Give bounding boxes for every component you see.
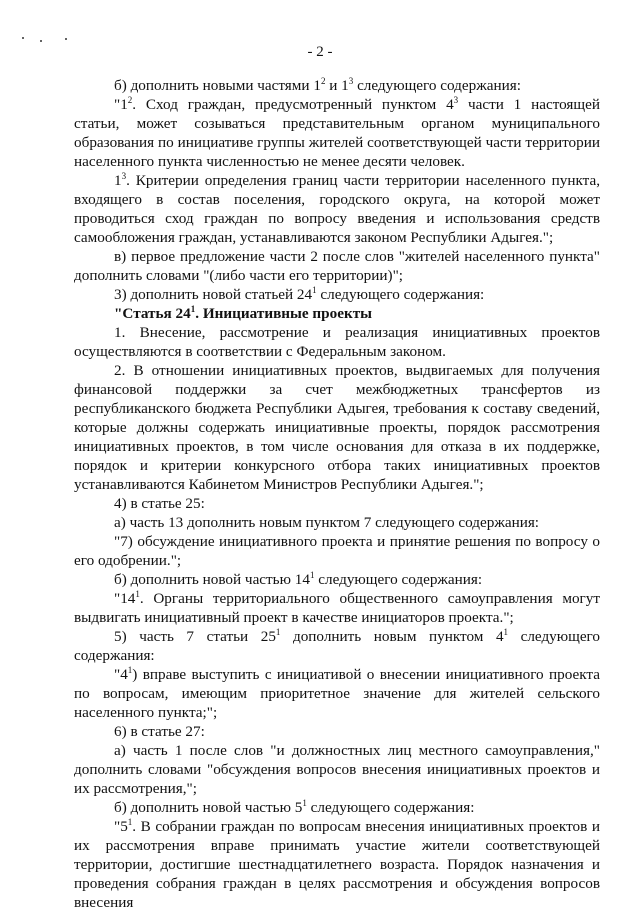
paragraph <box>74 589 600 627</box>
text-run: "7) обсуждение инициативного проекта и принятие решения по вопросу о его одобрении."; <box>74 533 600 569</box>
paragraph <box>74 95 600 171</box>
text-run: . Сход граждан, предусмотренный пунктом 4 <box>132 96 454 113</box>
text-run: 2. В отношении инициативных проектов, выдвигаемых для получения финансовой поддержки за счет межбюджетных трансфертов из республиканского бюджета Республики Адыгея, требования к составу сведений, которые должны содержать инициативные проекты, порядок рассмотрения инициативных проектов, в том числе основания для отказа в их поддержке, порядок и критерии конкурсного отбора таких инициативных проектов устанавливаются Кабинетом Министров Республики Адыгея."; <box>74 362 600 493</box>
paragraph <box>74 665 600 722</box>
superscript-index: 1 <box>127 665 133 675</box>
text-run: 5) часть 7 статьи 25 <box>114 628 276 645</box>
text-run: в) первое предложение части 2 после слов "жителей населенного пункта" дополнить словами "(либо части его территории)"; <box>74 248 600 284</box>
paragraph <box>74 722 600 741</box>
text-run: 1 <box>114 172 122 189</box>
text-run: а) часть 1 после слов "и должностных лиц местного самоуправления," дополнить словами "обсуждения вопросов внесения инициативных проектов и их рассмотрения,"; <box>74 742 600 797</box>
paragraph <box>74 513 600 532</box>
paragraph <box>74 532 600 570</box>
text-run: части 1 настоящей статьи, может созываться представительным органом муниципального образования по инициативе группы жителей соответствующей части территории населенного пункта численностью не менее десяти человек. <box>74 96 600 170</box>
superscript-index: 1 <box>312 285 317 295</box>
superscript-index: 1 <box>135 589 140 599</box>
superscript-index: 1 <box>127 817 133 827</box>
superscript-index: 1 <box>503 627 509 637</box>
paragraph <box>74 247 600 285</box>
superscript-index: 2 <box>127 95 133 105</box>
text-run: дополнить новым пунктом 4 <box>280 628 504 645</box>
text-run: "4 <box>114 666 128 683</box>
scan-speck <box>65 38 67 40</box>
paragraph <box>74 570 600 589</box>
paragraph <box>74 627 600 665</box>
paragraph <box>74 285 600 304</box>
text-run: а) часть 13 дополнить новым пунктом 7 следующего содержания: <box>114 514 540 531</box>
text-run: ) вправе выступить с инициативой о внесении инициативного проекта по вопросам, имеющим приоритетное значение для жителей сельского населенного пункта;"; <box>74 666 600 721</box>
text-run: следующего содержания: <box>316 286 485 303</box>
text-run: . Инициативные проекты <box>195 305 373 322</box>
text-run: б) дополнить новыми частями 1 <box>114 77 321 94</box>
text-run: следующего содержания: <box>74 628 601 664</box>
paragraph <box>74 741 600 798</box>
text-run: . Органы территориального общественного самоуправления могут выдвигать инициативный проект в качестве инициаторов проекта."; <box>74 590 600 626</box>
document-body <box>74 76 600 912</box>
superscript-index: 3 <box>348 76 354 86</box>
text-run: 3) дополнить новой статьей 24 <box>114 286 313 303</box>
superscript-index: 3 <box>121 171 127 181</box>
paragraph <box>74 323 600 361</box>
text-run: "5 <box>114 818 128 835</box>
scan-speck <box>22 37 24 39</box>
text-run: 6) в статье 27: <box>114 723 205 740</box>
text-run: следующего содержания: <box>306 799 475 816</box>
paragraph <box>74 171 600 247</box>
superscript-index: 2 <box>320 76 326 86</box>
superscript-index: 3 <box>453 95 459 105</box>
text-run: и 1 <box>325 77 349 94</box>
text-run: 1. Внесение, рассмотрение и реализация инициативных проектов осуществляются в соответствии с Федеральным законом. <box>74 324 600 360</box>
text-run: . В собрании граждан по вопросам внесения инициативных проектов и их рассмотрения вправе принимать участие жители соответствующей территории, достигшие шестнадцатилетнего возраста. Порядок назначения и проведения собрания граждан в целях рассмотрения и обсуждения вопросов внесения <box>74 818 600 911</box>
article-heading <box>74 304 600 323</box>
paragraph <box>74 76 600 95</box>
text-run: следующего содержания: <box>314 571 483 588</box>
text-run: "14 <box>114 590 136 607</box>
text-run: следующего содержания: <box>353 77 521 94</box>
text-run: б) дополнить новой частью 14 <box>114 571 310 588</box>
text-run: "Статья 24 <box>114 305 191 322</box>
text-run: 4) в статье 25: <box>114 495 205 512</box>
superscript-index: 1 <box>275 627 281 637</box>
text-run: б) дополнить новой частью 5 <box>114 799 303 816</box>
page-number: - 2 - <box>307 44 333 60</box>
scan-speck <box>40 40 42 42</box>
text-run: "1 <box>114 96 128 113</box>
paragraph <box>74 798 600 817</box>
text-run: . Критерии определения границ части территории населенного пункта, входящего в состав поселения, городского округа, на которой может проводиться сход граждан по вопросу введения и использования средств самообложения граждан, устанавливаются законом Республики Адыгея."; <box>74 172 600 246</box>
superscript-index: 1 <box>190 304 196 314</box>
paragraph <box>74 494 600 513</box>
superscript-index: 1 <box>302 798 307 808</box>
superscript-index: 1 <box>309 570 315 580</box>
paragraph <box>74 817 600 912</box>
paragraph <box>74 361 600 494</box>
